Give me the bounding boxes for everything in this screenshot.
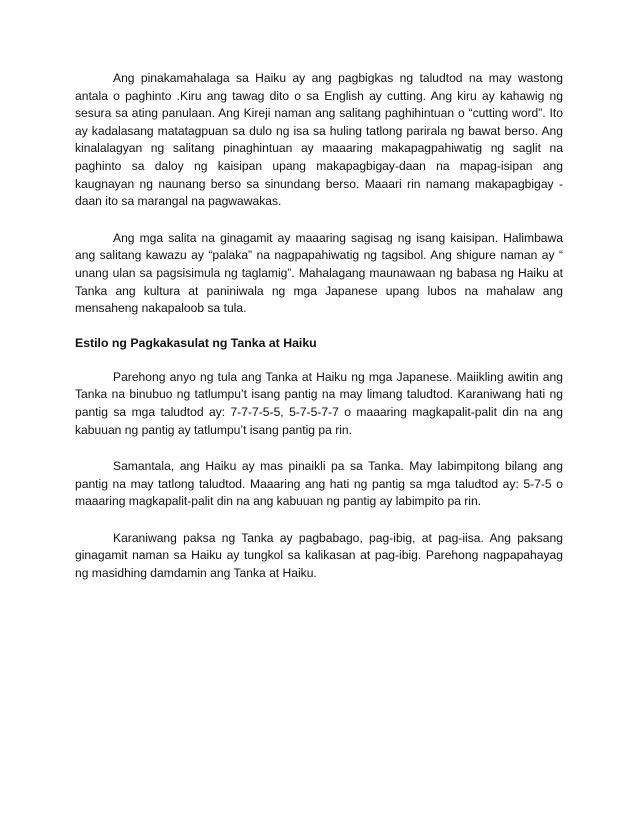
paragraph-word-symbols: Ang mga salita na ginagamit ay maaaring sagisag ng isang kaisipan. Halimbawa ang salitang kawazu ay “palaka” na nagpapahiwatig ng tagsibol. Ang shigure naman ay “ unang ulan sa pagsisimula ng taglamig”. Mahalagang maunawaan ng babasa ng Haiku at Tanka ang kultura at paniniwala ng mga Japanese upang lubos na mahalaw ang mensaheng nakapaloob sa tula. [75, 230, 563, 316]
paragraph-common-topics: Karaniwang paksa ng Tanka ay pagbabago, pag-ibig, at pag-iisa. Ang paksang ginagamit naman sa Haiku ay tungkol sa kalikasan at pag-ibig. Parehong nagpapahayag ng masidhing damdamin ang Tanka at Haiku. [75, 530, 563, 581]
paragraph-tanka-form: Parehong anyo ng tula ang Tanka at Haiku ng mga Japanese. Maiikling awitin ang Tanka na binubuo ng tatlumpu’t isang pantig na may limang taludtod. Karaniwang hati ng pantig sa mga taludtod ay: 7-7-7-5-5, 5-7-5-7-7 o maaaring magkapalit-palit din na ang kabuuan ng pantig ay tatlumpu’t isang pantig pa rin. [75, 369, 563, 437]
paragraph-haiku-form: Samantala, ang Haiku ay mas pinaikli pa sa Tanka. May labimpitong bilang ang pantig na may tatlong taludtod. Maaaring ang hati ng pantig sa mga taludtod ay: 5-7-5 o maaaring magkapalit-palit din na ang kabuuan ng pantig ay labimpito pa rin. [75, 459, 563, 509]
paragraph-haiku-pause: Ang pinakamahalaga sa Haiku ay ang pagbigkas ng taludtod na may wastong antala o paghinto .Kiru ang tawag dito o sa English ay cutting. Ang kiru ay kahawig ng sesura sa ating panulaan. Ang Kireji naman ang salitang paghihintuan o “cutting word”. Ito ay kadalasang matatagpuan sa dulo ng isa sa huling tatlong parirala ng bawat berso. Ang kinalalagyan ng salitang pinaghintuan ay maaaring makapagpahiwatig ng saglit na paghinto sa daloy ng kaisipan upang makapagbigay-daan na mapag-isipan ang kaugnayan ng naunang berso sa sinundang berso. Maaari rin namang makapagbigay -daan ito sa marangal na pagwawakas. [75, 71, 563, 209]
section-heading: Estilo ng Pagkakasulat ng Tanka at Haiku [75, 335, 317, 350]
document-page [75, 70, 563, 583]
